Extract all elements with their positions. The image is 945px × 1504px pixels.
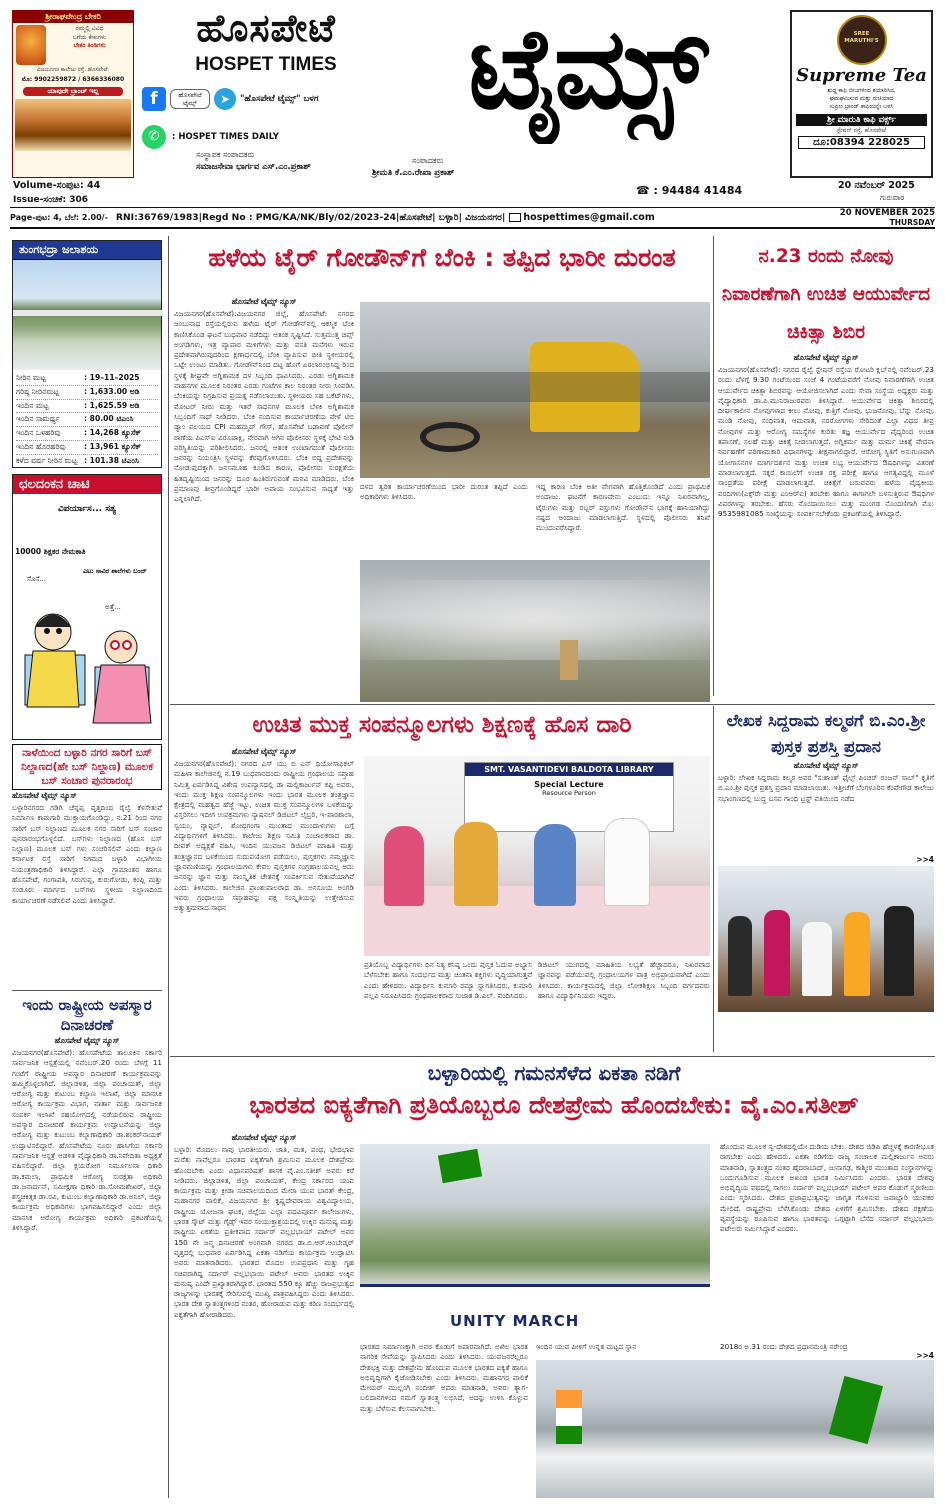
story-fire-byline: ಹೊಸಪೇಟೆ ಟೈಮ್ಸ್ ನ್ಯೂಸ್ xyxy=(231,297,297,306)
ad-tea xyxy=(790,10,933,178)
cartoon-caption: ವಿಪರ್ಯಾಸ... ಸತ್ಯ xyxy=(57,504,116,514)
dam-row xyxy=(16,455,158,468)
dam-row-value: : 1,633.00 ಅಡಿ xyxy=(84,386,140,396)
story-epilepsy-byline: ಹೊಸಪೇಟೆ ಟೈಮ್ಸ್ ನ್ಯೂಸ್ xyxy=(54,1036,120,1045)
cartoon-bubble1: 10000 ಶಿಕ್ಷಕರ ನೇಮಕಾತಿ xyxy=(15,547,86,556)
story-unity-body2: ಭಾರತದ ನಿರ್ಮಾಣಕ್ಕಾಗಿ ಅವರ ಕೊಡುಗೆ ಅಪಾರವಾಗಿದೆ. ಅಖಿಲ ಭಾರತ ನಾಗರಿಕ ಸೇವೆಯನ್ನು ಸ್ಥಾಪಿಸಿದರು ಎಂದು ತಿಳಿಸಿದರು. ಯುವಜನರೆಲ್ಲರೂ ದೇಶಭಕ್ತಿ ಮತ್ತು ದೇಶಪ್ರೇಮ ಹೊಂದುವ ಮೂಲಕ ಭಾರತದ ಐಕ್ಯತೆ ಹಾಗೂ ಅಭಿವೃದ್ಧಿಗಾಗಿ ಕೈಜೋಡಿಸಬೇಕು ಎಂದು ತಿಳಿಸಿದರು. ಮಹಾನಗರ ಪಾಲಿಕೆ ಮೇಯರ್ ಮುಲ್ಲಂಗಿ ನಂದೀಶ್ ಅವರು ಮಾತನಾಡಿ, ಅವರು ತ್ಯಾಗ-ಬಲಿದಾನಗಳಿಂದ ನಮಗೆ ಸ್ವಾತಂತ್ರ್ಯ ಲಭಿಸಿದೆ, ಅದನ್ನು ಉಳಿಸಿ ಕೊಳ್ಳುವ ಮತ್ತು ಬೆಳೆಸುವ ಕೆಲಸವಾಗಬೇಕು. xyxy=(360,1342,528,1413)
story-bus-headline: ನಾಳೆಯಿಂದ ಬಳ್ಳಾರಿ ನಗರ ಸಾರಿಗೆ ಬಸ್ ನಿಲ್ದಾಣದ(ಹೇ ಬಸ್ ನಿಲ್ದಾಣ) ಮೂಲಕ ಬಸ್ ಸಂಚಾರ ಪುನರಾರಂಭ xyxy=(12,744,162,790)
day-en: THURSDAY xyxy=(889,217,935,227)
registration: RNI:36769/1983|Regd No : PMG/KA/NK/Bly/02/2023-24|ಹೊಸಪೇಟೆ| ಬಳ್ಳಾರಿ| ವಿಜಯನಗರ| xyxy=(115,212,506,223)
story-unity xyxy=(174,1060,934,1498)
cartoon-box xyxy=(12,474,162,740)
ad-bakery-address: ವಿಜಯನಗರ ಕಾಲೇಜು ರಸ್ತೆ, ಹೊಸಪೇಟೆ. xyxy=(36,67,110,73)
story-unity-kicker: ಬಳ್ಳಾರಿಯಲ್ಲಿ ಗಮನಸೆಳೆದ ಏಕತಾ ನಡಿಗೆ xyxy=(427,1061,681,1085)
telegram-label: "ಹೊಸಪೇಟೆ ಟೈಮ್ಸ್" ಬಳಗ xyxy=(240,94,319,104)
story-award xyxy=(718,708,934,1054)
story-award-more[interactable]: >>4 xyxy=(916,855,934,864)
issue: Issue-ಸಂಚಿಕೆ: 306 xyxy=(13,195,89,205)
story-award-headline: ಲೇಖಕ ಸಿದ್ದರಾಮ ಕಲ್ಮಠಗೆ ಬಿ.ಎಂ.ಶ್ರೀ ಪುಸ್ತಕ ಪ್ರಶಸ್ತಿ ಪ್ರದಾನ xyxy=(726,711,926,756)
fire-photo-top xyxy=(360,302,710,478)
story-oer-byline: ಹೊಸಪೇಟೆ ಟೈಮ್ಸ್ ನ್ಯೂಸ್ xyxy=(231,747,297,756)
story-fire-body1: ವಿಜಯನಗರ(ಹೊಸಪೇಟೆ):ವಿಜಯನಗರ ಜಿಲ್ಲೆ, ಹೊಸಪೇಟೆ: ನಗರದ ಜಂಬುನಾಥ ರಸ್ತೆಯಲ್ಲಿರುವ ಹಳೆಯ ಟೈರ್ ಗೋಡೌನ್‌ನಲ್ಲಿ ಆಕಸ್ಮಿಕ ಬೆಂಕಿ ಕಾಣಿಸಿಕೊಂಡ ಘಟನೆ ಬುಧವಾರ ನಡೆದಿದ್ದು ಆತಂಕ ಸೃಷ್ಟಿಸಿದೆ. ಸುತ್ತಮುತ್ತ ಚಿಪ್ಸ್ ಅಂಗಡಿಗಳು, ಇತ್ರ ವ್ಯಾಪಾರ ಮಳಿಗೆಗಳು ಮತ್ತು ವಸತಿ ಮನೆಗಳು ಇರುವ ಪ್ರದೇಶವಾಗಿರುವುದರಿಂದ ಕ್ಷಣಾರ್ಧದಲ್ಲಿ ಬೆಂಕಿ ವ್ಯಾಪಿಸುವ ಭೀತಿ ಸ್ಥಳೀಯರಲ್ಲಿ ಒಟ್ಟೇ ಉಂಟು ಮಾಡಿತು. ಗೋಡೌನ್‌ನಿಂದ ದಟ್ಟ ಹೊಗೆ ಏರಲಾರಂಭಿಸಿದ್ದ ರಿಂದ ಸ್ಥಳಕ್ಕೆ ಶೀಘ್ರವೇ ಅಗ್ನಿಶಾಮಕ ದಳ ಸಿಬ್ಬಂದಿ ಧಾವಿಸಿದರು. ಎರಡು ಅಗ್ನಿಶಾಮಕ ವಾಹನಗಳ ಮೂಲಕ ನಿರಂತರ ಎರಡು ಗಂಟೆಗಳ ಕಾಲ ನಿರಂತರ ನೀರು ಸಿಂಪಡಿಸಿ ಬೆಂಕಿಯನ್ನು ನಿಗ್ರಹಿಸುವ ಪ್ರಯತ್ನ ನಡೆಸಲಾಯಿತು. ಸ್ಥಳೀಯರು ಸಹ ಬಕೆಟ್‌ಗಳು, ಮೋಟರ್ ನೀರು ಮತ್ತು ಇತರೆ ಸಾಧನಗಳ ಮೂಲಕ ಬೆಳಕಿ ಅಗ್ನಿಶಾಮಕ ಸಿಬ್ಬಂದಿಗೆ ಸಾಥ್ ನೀಡಿದರು. ಬೆಂಕಿ ನಂದಿಸುವ ಕಾರ್ಯಾಚರಣೆಯ ವೇಳೆ ಟಿಬಿ ಡ್ಯಾಂ ವಲಯದ CPI ಮಹಮ್ಮದ್ ಗೌಸ್, ಹೊಸಪೇಟೆ ಬಡಾವಣೆ ಪೊಲೀಸ್ ಠಾಣೆಯ ಪಿಎಸ್‌ಐ ವಿರೂಪಾಕ್ಷಿ, ನೇರವಾಗಿ ಆಗಿನ ಪೊಲೀಸರು ಸ್ಥಳಕ್ಕೆ ಭೇಟಿ ನೀಡಿ ಪರಿಸ್ಥಿತಿಯನ್ನು ಪರಿಶೀಲಿಸಿದರು. ಜನರಲ್ಲಿ ಆತಂಕ ಉಂಟಾಗದಂತೆ ಪೊಲೀಸರು ಜನರನ್ನು ನಿಯಂತ್ರಿಸಿ ಸ್ಥಳವನ್ನು ಕೆರವುಗೊಳಿಸಿದರು. ಬೆಂಕಿ ಬಿದ್ದ ಪ್ರದೇಶವನ್ನು ನೋಡುವುದಕ್ಕಾಗಿ ಜನಸಮೂಹ ಕೂಡಿದ ಕಾರಣ, ಪೊಲೀಸರು ಸುರಕ್ಷತೆಯ ಹಿತದೃಷ್ಟಿಯಿಂದ ಜನರನ್ನು ದೂರ ಹಿಂತಿರುಗುವಂತೆ ಮನವಿ ಮಾಡಿದರು. ಬೆಂಕಿ ಪ್ರಮಾಣವು ತೀವ್ರಗೊಂಡಿದ್ದರೆ ಭಾರೀ ಅಪಾಯ ಸಂಭವಿಸುವ ಸಾಧ್ಯತೆ ಇತ್ತು ಎನ್ನಲಾಗಿದೆ. xyxy=(174,309,354,504)
logo-small: ಹೊಸಪೇಟೆ xyxy=(196,5,336,50)
tea-line2: ಘಮಘಮಿಸುವ ಮತ್ತು ರುಚಿಯಾದ xyxy=(829,96,894,102)
story-fire xyxy=(174,238,710,702)
story-unity-col1 xyxy=(174,1132,354,1498)
story-unity-headline: ಭಾರತದ ಐಕ್ಯತೆಗಾಗಿ ಪ್ರತಿಯೊಬ್ಬರೂ ದೇಶಪ್ರೇಮ ಹೊಂದಬೇಕು: ವೈ.ಎಂ.ಸತೀಶ್ xyxy=(249,1091,859,1119)
story-unity-body1: ಬಳ್ಳಾರಿ: ಮೊದಲು ನಾವು ಭಾರತೀಯರು. ಜಾತಿ, ಮತ, ಪಂಥ, ಭೇದಭಾವ ಮರೆತು ನಾವೆಲ್ಲರೂ ಭಾರತದ ಐಕ್ಯತೆಗಾಗಿ ಶ್ರಮಿಸುವ ಮೂಲಕ ದೇಶಪ್ರೇಮ ಹೊಂದಬೇಕು ಎಂದು ವಿಧಾನಪರಿಷತ್ ಶಾಸಕ ವೈ.ಎಂ.ಸತೀಶ್ ಅವರು ಕರೆ ನೀಡಿದರು. ಜಿಲ್ಲಾಡಳಿತ, ಜಿಲ್ಲಾ ಪಂಚಾಯತ್, ಕೇಂದ್ರ ಸರ್ಕಾರದ ಯುವ ಕಾರ್ಯಕ್ರಮ ಮತ್ತು ಕ್ರೀಡಾ ಸಚಿವಾಲಯದಿಂದ ಮೇರಾ ಯುವ ಭಾರತ್ ಕೇಂದ್ರ, ಮಹಾನಗರ ಪಾಲಿಕೆ, ವಿಜಯನಗರ ಶ್ರೀ ಕೃಷ್ಣದೇವರಾಯ ವಿಶ್ವವಿದ್ಯಾಲಯ, ರಾಷ್ಟ್ರೀಯ ಯೋಜನಾ ಘಟಕ, ಜಿಲ್ಲೆಯ ಎಲ್ಲಾ ಪದವಿಪೂರ್ವ ಕಾಲೇಜುಗಳು, ಭಾರತ ಸ್ಕೌಟ್ ಮತ್ತು ಗೈಡ್ಸ್ ಇವರ ಸಂಯುಕ್ತಾಶ್ರಯದಲ್ಲಿ ಉಕ್ಕಿನ ಮನುಷ್ಯ ಮತ್ತು ರಾಷ್ಟ್ರೀಯ ಏಕತೆಯ ಪ್ರತೀಕವಾದ ಸರ್ದಾರ್ ವಲ್ಲಭಭಾಯ್ ಪಟೇಲ್ ಅವರ 150 ನೇ ಜನ್ಮ ದಿನಾಚರಣೆ ಅಂಗವಾಗಿ ನಗರದ ಡಾ.ಬಿ.ಆರ್.ಅಂಬೇಡ್ಕರ್ ವೃತ್ತದಲ್ಲಿ ಬುಧವಾರ ಏರ್ಪಡಿಸಿದ್ದ ಏಕತಾ ನಡಿಗೆಯ ಕಾರ್ಯಕ್ರಮ ಉದ್ಘಾಟಿಸಿ ಅವರು ಮಾತನಾಡಿದರು. ಭಾರತದ ಮೊದಲ ಉಪಪ್ರಧಾನಿ ಮತ್ತು ಗೃಹ ಸಚಿವರಾಗಿದ್ದ ಸರ್ದಾರ್ ವಲ್ಲಭಭಾಯಿ ಪಟೇಲ್ ಅವರು ಭಾರತದ ಉಕ್ಕಿನ ಮನುಷ್ಯ ಎಂದೇ ಪ್ರಖ್ಯಾತರಾಗಿದ್ದಾರೆ. ಭಾರತದ 550 ಕ್ಕೂ ಹೆಚ್ಚು ರಾಜಪ್ರಭುತ್ವದ ರಾಜ್ಯಗಳನ್ನು ಭಾರತಕ್ಕೆ ಸೇರಿಸುವಲ್ಲಿ ಮುಖ್ಯ ಪಾತ್ರವಹಿಸಿದ್ದರು ಎಂದು ತಿಳಿಸಿದರು. ಭಾರತ ದೇಶ ಸ್ವಾತಂತ್ರ್ಯಗಳಿಂದ ನಂತರ, ಹೋರಾಡುವ ಮತ್ತು ಕಠಿಣ ಸಂದರ್ಭದಲ್ಲಿ ಐಕ್ಯತೆಗಾಗಿ ಹೋರಾಡಿದರು. xyxy=(174,1145,354,1319)
cartoon-drawing xyxy=(13,587,161,737)
dam-row-label: ಇಂದಿನ ಸಾಮರ್ಥ್ಯ xyxy=(16,414,60,424)
cartoon-title-text: ಛಲದಂಕನ ಚಾಟಿ xyxy=(19,477,90,492)
dam-title xyxy=(13,241,161,260)
cartoon-title xyxy=(13,475,161,494)
dam-row-label: ಇಂದಿನ ಒಳಹರಿವು xyxy=(16,428,61,438)
story-oer-body1: ವಿಜಯನಗರ(ಹೊಸಪೇಟೆ): ನಗರದ ಎಸ್ ಯು ಬಿ ಎನ್ ಥಿಯೋಸಾಫಿಕಲ್ ಮಹಿಳಾ ಕಾಲೇಜಿನಲ್ಲಿ ನ.19 ಬುಧವಾರದಂದು ರಾಷ್ಟ್ರೀಯ ಗ್ರಂಥಾಲಯ ಸಪ್ತಾಹ ನಿಮಿತ್ತ ಏರ್ಪಡಿಸಿದ್ದ ವಿಶೇಷ ಉಪನ್ಯಾಸದಲ್ಲಿ ಡಾ ಮಲ್ಲಿಕಾರ್ಜುನ್ ಕಪ್ಪಿ ಅವರು, ಇಂದು ಮುಕ್ತ ಶಿಕ್ಷಣ ಸಂಪನ್ಮೂಲಗಳು ಇಂದು ಭಾರತ ಮೂಲಕ ತಂತ್ರಜ್ಞಾನ ಕ್ಷೇತ್ರದಲ್ಲಿ ಮಹತ್ವದ ಹೆಜ್ಜೆ ಇಟ್ಟು, ಉಚಿತ ಮುಕ್ತ ಸಂಪನ್ಮೂಲಗಳ ಬಳಕೆಯನ್ನು ವಿಸ್ತರಿಸಲು ಇದೀಗ ಉಪಕ್ರಮಗಳು ನ್ಯಾಷನಲ್ ಡಿಜಿಟಲ್ ಲೈಬ್ರರಿ, ಇ-ಪಾಠಶಾಲಾ, ಸ್ವಯಂ, ನ್ಯಾಪ್ಟಲ್, ಶೋಧಗಂಗಾ ಮುಂತಾದ ಮುಂದಾಳುಗಳು ಬಗ್ಗೆ ವಿದ್ಯಾರ್ಥಿಗಳಿಗೆ ತಿಳಿಸಿದರು. ಕಾಲೇಜು ಶಿಕ್ಷಣ ಸಮಿತಿ ಸಂಚಾಲಕರಾದ ಡಾ. ದೀಪಕ್ ಅಧ್ಯಕ್ಷತೆ ವಹಿಸಿ, ಇಂದಿನ ಯುವಜನ ಡಿಜಿಟಲ್ ಮಾಹಿತಿ ಮತ್ತು ತಂತ್ರಜ್ಞಾನದ ಬಳಕೆಯಿಂದ ಸುದುಪಯೋಗ ಪಡೆಯಲು, ಪುಸ್ತಕಗಳು ನಮ್ಮಜ್ಞಾನ ಜ್ಞಾನಮಣಿಯನ್ನು ಗ್ರಂಥಾಲಯಗಳು ಕೇವಲ ಪುಸ್ತಕಗಳ ಸಂಗ್ರಹಾಲಯವಲ್ಲ ಅದು ಜನರನ್ನು ಜ್ಞಾನ ಮತ್ತು ಸಾಂಸ್ಕೃತಿಕ ಚೇತನಕ್ಕೆ ಸಂಪರ್ಕಿಸುವ ಸೇತುವೆಯಾಗಿವೆ ಎಂದು ತಿಳಿಸಿದರು. ಕಾಲೇಜಿನ ಪ್ರಾಂಶುಪಾಲರಾದ ಡಾ. ಅನಸೂಯ ಅಂಗಡಿ ಇವರು ಗ್ರಂಥಾಲಯ ಸಪ್ತಾಹವನ್ನು ಪಕ್ಷ ಸಂಸ್ಕೃತಿಯನ್ನು ಉತ್ತೇಜಿಸುವ ಅತ್ಯುತ್ತಮವಾದ ಸಾಧನ xyxy=(174,759,354,913)
whatsapp-icon[interactable]: ✆ xyxy=(142,125,166,149)
reg-bar xyxy=(10,207,935,229)
cartoon-bubble2: ಎಟು ಸಾವಿರ ಶಾಲೆಗಳು ಬಂದ್ xyxy=(83,567,147,575)
date-en: 20 NOVEMBER 2025 xyxy=(839,207,935,218)
dam-row-label: ಗರಿಷ್ಠ ನೀರಿನಮಟ್ಟ xyxy=(16,386,60,396)
cartoon-bubble4: ಅತ್ತೆ... xyxy=(105,603,121,611)
col-right-rule2 xyxy=(713,706,714,1052)
dam-rows xyxy=(13,370,161,470)
dam-row xyxy=(16,441,158,455)
dam-row xyxy=(16,427,158,441)
story-bus-body: ಬಳ್ಳಾರಿನಗರದ ಗಡಿಗಿ ಚೆನ್ನಪ್ಪ ವೃತ್ತದಿಂದ ರೈಲ್ವೆ ಕೆಳಸೇತುವೆ ನಿರ್ಮಾಣ ಕಾಮಗಾರಿ ಮುಕ್ತಾಯಗೊಂಡಿದ್ದು, ನ.21 ರಿಂದ ನಗರ ಸಾರಿಗೆ ಬಸ್ ನಿಲ್ದಾಣದ ಮೂಲಕ ನಗರ ಸಾರಿಗೆ ಬಸ್ ಸಂಚಾರ ಪುನರಾರಂಭಗೊಳ್ಳಲಿದೆ. ಬಸ್‌ಗಳು ನಿಲ್ದಾಣದ (ಹೊಸ ಬಸ್ ನಿಲ್ದಾಣ) ಮೂಲಕ ಬಸ್ ಗಳು ಸಂಚರಿಸಲಿವೆ ಎಂದು ಕಲ್ಯಾಣ ಕರ್ನಾಟಕ ರಸ್ತೆ ಸಾರಿಗೆ ನಿಗಮದ ಬಳ್ಳಾರಿ ವಿಭಾಗೀಯ ನಿಯಂತ್ರಣಾಧಿಕಾರಿ ತಿಳಿಸಿದ್ದಾರೆ. ಎಲ್ಲಾ ಗ್ರಾಮಾಂತರ ಹಾಗೂ ಹೊಸಪೇಟೆ, ಗಂಗಾವತಿ, ಸಿರುಗುಪ್ಪ, ಕುರುಗೋಡು, ಕಂಪ್ಲಿ ಮತ್ತು ಸಂಡೂರು ಮಾರ್ಗದ ಬಸ್‌ಗಳು ಸ್ಥಳೀಯ ನಿಲ್ದಾಣದಿಂದ ಕಾರ್ಯಾಚರಣೆ ನಡೆಸಲಿವೆ ಎಂದು ತಿಳಿಸಿದ್ದಾರೆ. xyxy=(12,803,162,905)
ad-bakery-sub3: ಬೇಕರಿ ತಿಂಡಿಗಳು xyxy=(73,42,106,49)
story-fire-body3: ಇದ್ದ ಕಾರಣ ಬೆಂಕಿ ಅತೀ ವೇಗವಾಗಿ ಹೊತ್ತಿಕೊಂಡಿದೆ ಎಂದು ಪ್ರಾಥಮಿಕ ಅಂದಾಜು. ಘಟನೆಗೆ ಕಾರಣವೇನು ಎಂಬುದು ಇನ್ನೂ ನಿಖರವಾಗಿಲ್ಲ, ಟೈರುಗಳು ಮತ್ತು ರಬ್ಬರ್ ವಸ್ತುಗಳು ಗೋಡೌನ್‌ನ ಭಾಗಕ್ಕೆ ಹಾನಿಯಾಗಿದ್ದು ನಷ್ಟದ ಅಂದಾಜು ಮಾಡಲಾಗುತ್ತಿದೆ. ಸ್ಥಳದಲ್ಲಿ ಪೊಲೀಸರು ತನಿಖೆ ಮುಂದುವರೆಸಿದ್ದಾರೆ. xyxy=(536,482,710,533)
story-ayurveda-body: ವಿಜಯನಗರ(ಹೊಸಪೇಟೆ): ನಗರದ ರೈಲ್ವೆ ಸ್ಟೇಷನ್ ರಸ್ತೆಯ ರೋಟರಿ ಕ್ಲಬ್‌ನಲ್ಲಿ ನವೆಂಬರ್.23 ರಂದು ಬೆಳಗ್ಗೆ 9.30 ಗಂಟೆಯಿಂದ ಸಂಜೆ 4 ಗಂಟೆಯವರೆಗೆ ನೋವು ನಿವಾರಣೆಗಾಗಿ ಉಚಿತ ಆಯುರ್ವೇದ ಚಿಕಿತ್ಸಾ ಶಿಬಿರವನ್ನು ಆಯೋಜಿಸಲಾಗಿದೆ ಎಂದು ಸೇವಾ ಸಂಸ್ಥೆಯ ಅಧ್ಯಕ್ಷರು ಮತ್ತು ವೈದ್ಯಾಧಿಕಾರಿ ಡಾ.ಪಿ.ಮುನಿರಾಜುರವರು ತಿಳಿಸಿದ್ದಾರೆ. ಆಯುರ್ವೇದ ಚಿಕಿತ್ಸಾ ಶಿಬಿರದಲ್ಲಿ ದೀರ್ಘಕಾಲೀನ ನೋವುಗಳಾದ ಕೀಲು ನೋವು, ಕುತ್ತಿಗೆ ನೋವು, ಭುಜನೋವು, ಬೆನ್ನು ನೋವು, ಮಂಡಿ ನೋವು, ಸಂಧಿವಾತ, ಆಮವಾತ, ನರರೋಗಗಳು ಸೇರಿದಂತೆ ಎಲ್ಲಾ ವಿಧದ ತೀವ್ರ ನೋವುಗಳ ಮತ್ತು ಆರೋಗ್ಯ ಸಮಸ್ಯೆಗಳ ಕುರಿತು ತಜ್ಞ ಆಯುರ್ವೇದ ವೈದ್ಯರಿಂದ ಉಚಿತ ತಪಾಸಣೆ, ಸಲಹೆ ಮತ್ತು ಚಿಕಿತ್ಸೆ ನೀಡಲಾಗುತ್ತದೆ. ಅಗ್ನಿಕರ್ಮ ಮತ್ತು ಮರ್ಮ ಚಿಕಿತ್ಸೆ ವೇದನಾ ನಿರ್ವಹಣೆಗೆ ಪರಿಣಾಮಕಾರಿ ವಿಧಾನಗಳನ್ನು ತೀಕ್ಷವಾಗಲಿದ್ದಾರೆ. ಆರೋಗ್ಯ ಸ್ಥಿತಿಗೆ ಅನುಗುಣವಾಗಿ ಯೋಗಾಸನಗಳ ಮಾರ್ಗದರ್ಶನ ಮತ್ತು ಉಚಿತ ಲಭ್ಯ ಆಯುರ್ವೇದ ಔಷಧಿಗಳನ್ನು ವಿತರಣೆ ಮಾಡಲಾಗುತ್ತದೆ. ಸಕ್ಕರೆ ಕಾಯಿಲೆಗೆ ಉಚಿತ ರಕ್ತ ಪರೀಕ್ಷೆ ಹಾಗೂ ಆಗತ್ಯವಿದ್ದಲ್ಲಿ ಮೂಳೆ ಸಾಂದ್ರತೆಯ ಪರೀಕ್ಷೆ ಮಾಡಲಾಗುತ್ತದೆ. ಚಿಕಿತ್ಸೆಗೆ ಬರುವವರು ಹಳೆಯ ವೈದ್ಯಕೀಯ ವರದಿಗಳು(ಎಕ್ಸ್‌ರೇ ಮತ್ತು ಎಂಆರ್‌ಐ) ತರಬೇಕು ಹಾಗೂ ಈಗಾಗಲೇ ಬಳಸುತ್ತಿರುವ ಔಷಧಿಗಳ ವಿವರಗಳನ್ನು ತರಬೇಕು. ಹೆಸರು ನೊಂದಾಯಿಸಲು ಮತ್ತು ಮುಂಗಡ ನೊಂದಣಿಗಾಗಿ ಮೊ: 9535981085 ಸಂಖ್ಯೆಯನ್ನು ಸಂಪರ್ಕಿಸಬೇಕೆಂದು ಪ್ರಕಟಣೆಯಲ್ಲಿ ತಿಳಿಸಿದ್ದಾರೆ. xyxy=(718,365,934,519)
col-left-rule xyxy=(168,236,169,1498)
story-fire-col1 xyxy=(174,296,354,702)
date-kn: 20 ನವೆಂಬರ್ 2025 xyxy=(838,180,915,191)
ad-bakery xyxy=(12,10,134,178)
story-unity-body3: ಇಂದಿನ ಯುವ ಪೀಳಿಗೆ ಉನ್ನತ ಮಟ್ಟದ ಸ್ಥಾನ xyxy=(536,1342,637,1351)
dam-row-value: : 19–11–2025 xyxy=(84,373,140,382)
story-epilepsy-body: ವಿಜಯನಗರ(ಹೊಸಪೇಟೆ): ಹೊಸಪೇಟೆಯ ತಾಲೂಕಿನ ಸರ್ಕಾರಿ ಸಾರ್ವಜನಿಕ ಆಸ್ಪತ್ರೆಯಲ್ಲಿ ನವೆಂಬರ್.20 ರಂದು ಬೆಳಗ್ಗೆ 11 ಗಂಟೆಗೆ ರಾಷ್ಟ್ರೀಯ ಅಪಸ್ಮಾರ ದಿನಾಚರಣೆ ಕಾರ್ಯಕ್ರಮವನ್ನು ಹಮ್ಮಿಕೊಳ್ಳಲಾಗಿದೆ. ಜಿಲ್ಲಾಡಳಿತ, ಜಿಲ್ಲಾ ಪಂಚಾಯತ್, ಜಿಲ್ಲಾ ಆರೋಗ್ಯ ಮತ್ತು ಕುಟುಂಬ ಕಲ್ಯಾಣ ಇಲಾಖೆ, ಜಿಲ್ಲಾ ಮಾನಸಿಕ ಆರೋಗ್ಯ ಕಾರ್ಯಕ್ರಮ ವಿಭಾಗ, ವಾರ್ತಾ ಮತ್ತು ಸಾರ್ವಜನಿಕ ಸಂಪರ್ಕ ಇಲಾಖೆ ಸಹಯೋಗದಲ್ಲಿ ನಡೆಯಲಿರುವ ರಾಷ್ಟ್ರೀಯ ಅಪಸ್ಮಾರ ದಿನಾಚರಣೆ ಕಾರ್ಯಕ್ರಮ ಉದ್ಘಾಟನೆಯನ್ನು ಜಿಲ್ಲಾ ಆರೋಗ್ಯ ಮತ್ತು ಕುಟುಂಬ ಕಲ್ಯಾಣಾಧಿಕಾರಿ ಡಾ.ಶಂಕರ್‌ನಾಯಕ್ ಉದ್ಘಾಟಿಸಲಿದ್ದಾರೆ. ಹೊಸಪೇಟೆಯ ನೂರು ಹಾಸಿಗೆಯ ಸರ್ಕಾರಿ ಸಾರ್ವಜನಿಕ ಆಸ್ಪತ್ರೆ ಆಡಳಿತ ವೈದ್ಯಾಧಿಕಾರಿ ಡಾ.ನಿವೇದಿತಾ ಅಧ್ಯಕ್ಷತೆ ವಹಿಸಲಿದ್ದಾರೆ. ಜಿಲ್ಲಾ ಕ್ಷಯರೋಗ ನಿರ್ಮೂಲನಾ ಧಿಕಾರಿ ಡಾ.ಕಮಲಾ, ಪ್ರಾಥಮಿಕ ಆರೋಗ್ಯ ಸುರಕ್ಷತಾ ಅಧಿಕಾರಿ ಡಾ.ಜನಾರ್ದನ್, ಸಮೀಕ್ಷಣಾ ಧಿಕಾರಿ ಡಾ.ಸೋಮಶೇಖರ್, ಜಿಲ್ಲಾ ಶಸ್ತ್ರಚಿಕಿತ್ಸಕ ಡಾ.ರವಿ, ಕುಟುಂಬ ಕಲ್ಯಾಣಾಧಿಕಾರಿ ಡಾ.ಅನಿಲ್, ಜಿಲ್ಲಾ ಕಾರ್ಯಕ್ರಮ ಅಧಿಕಾರಿಗಳು ಭಾಗವಹಿಸಲಿದ್ದಾರೆ ಎಂದು ಜಿಲ್ಲಾ ಮಾನಸಿಕ ಆರೋಗ್ಯ ಕಾರ್ಯಕ್ರಮ ಅಧಿಕಾರಿ ಪ್ರಕಟಣೆಯಲ್ಲಿ ತಿಳಿಸಿದ್ದಾರೆ. xyxy=(12,1048,162,1233)
dam-row-label: ಕಳೆದ ವರ್ಷ ನೀರಿನ ಮಟ್ಟ xyxy=(16,455,78,465)
volume: Volume-ಸಂಪುಟ: 44 xyxy=(13,180,101,191)
story-ayurveda-byline: ಹೊಸಪೇಟೆ ಟೈಮ್ಸ್ ನ್ಯೂಸ್ xyxy=(793,353,859,362)
ad-bakery-sub2: ಬಗೆಯ ಕೇಕುಗಳು xyxy=(72,33,107,41)
dam-row-label: ಇಂದಿನ ಮಟ್ಟ xyxy=(16,400,49,410)
tea-shop: ಶ್ರೀ ಮಾರುತಿ ಕಾಫಿ ವರ್ಕ್ಸ್ xyxy=(796,114,927,126)
dam-photo xyxy=(13,260,161,370)
phone-number: ☎ : 94484 41484 xyxy=(636,184,743,197)
dam-row xyxy=(16,413,158,427)
logo-big: ಟೈಮ್ಸ್ xyxy=(468,3,704,134)
dam-box xyxy=(12,240,162,468)
pages: Page-ಪುಟ: 4, ಬೆಲೆ: 2.00/- xyxy=(10,212,108,222)
tea-line3: ಸುಪ್ರೀಂ ಬ್ರಾಂಡ್ ಕಾಫಿಯನ್ನೇ ಬಳಸಿ xyxy=(829,104,894,110)
tea-phone: ದೂ:08394 228025 xyxy=(798,136,925,149)
library-banner-sub2: Resource Person xyxy=(542,789,596,797)
story-bus xyxy=(12,744,162,984)
dam-title-text: ತುಂಗಭದ್ರಾ ಜಲಾಶಯ xyxy=(19,243,99,256)
whatsapp-label: : HOSPET TIMES DAILY xyxy=(172,132,279,142)
dam-row-label: ನೀರಿನ ಮಟ್ಟ xyxy=(16,373,46,382)
editor-role: ಸಂಪಾದಕರು xyxy=(412,156,444,165)
story-epilepsy-headline: ಇಂದು ರಾಷ್ಟ್ರೀಯ ಅಪಸ್ಮಾರ ದಿನಾಚರಣೆ xyxy=(22,996,152,1034)
whatsapp-row xyxy=(142,124,382,150)
dam-row-value: : 14,268 ಕ್ಯೂಸೆಕ್ xyxy=(84,428,142,438)
rule-mid xyxy=(170,704,935,705)
story-fire-headline: ಹಳೆಯ ಟೈರ್ ಗೋಡೌನ್‌ಗೆ ಬೆಂಕಿ : ತಪ್ಪಿದ ಭಾರೀ ದುರಂತ xyxy=(208,243,676,272)
tea-line1: ಶುದ್ಧ ಕಾಫಿ ಬೀಜಗಳಿಂದ ತಯಾರಿಸಿದ, xyxy=(827,88,896,94)
library-banner-sub1: Special Lecture xyxy=(534,780,604,789)
day-kn: ಗುರುವಾರ xyxy=(880,193,905,202)
ad-bakery-sub1: ನಮ್ಮಲ್ಲಿ ವಿವಿಧ xyxy=(75,25,104,32)
story-ayurveda xyxy=(718,238,934,702)
telegram-icon[interactable]: ➤ xyxy=(214,88,236,110)
ganesha-icon xyxy=(16,25,46,65)
story-oer xyxy=(174,708,710,1054)
founder-role: ಸಂಸ್ಥಾಪಕ ಸಂಪಾದಕರು xyxy=(196,150,255,159)
tea-logo-icon xyxy=(837,15,887,65)
facebook-icon[interactable]: f xyxy=(142,87,166,111)
story-oer-col1 xyxy=(174,746,354,1052)
tea-brand-top: SREE MARUTHI'S xyxy=(844,31,879,44)
dam-row-value: : 80.00 ಟಿಎಂಸಿ xyxy=(84,414,134,424)
story-fire-body2: ದಳದ ತ್ವರಿತ ಕಾರ್ಯಾಚರಣೆಯಿಂದ ಭಾರೀ ದುರಂತ ತಪ್ಪಿದೆ ಎಂದು ಅಧಿಕಾರಿಗಳು ತಿಳಿಸಿದರು. xyxy=(360,482,528,502)
story-oer-body2: ಪ್ರತಿಯೊಬ್ಬ ವಿದ್ಯಾರ್ಥಿಗಳು ದಿನ ನಿತ್ಯ ಕನಿಷ್ಠ ಒಂದು ಪುಸ್ತಕ ಓದುವ ಅಭ್ಯಾಸ ಬೆಳೆಸಬೇಕು ಹಾಗೂ ಸಂದರ್ಭದ ಮತ್ತು ಚಿಂತನಾ ಶಕ್ತಿಗಳು ವೃದ್ಧಿಯಾಗುತ್ತವೆ ಎಂದು ಹೇಳಿದರು. ವಿದ್ಯಾರ್ಥಿನಿ ಕುಮಾರಿ ರಮ್ಯಾ ಸ್ವಾಗತಿಸಿದರು, ಕುಮಾರಿ ಪಲ್ಲವಿ ನಿರೂಪಿಸಿದರು ಗ್ರಂಥಪಾಲಕರಾದ ಸುಜಾತ ಡಿ.ಎಲ್. ವಂದಿಸಿದರು. xyxy=(364,960,532,1000)
story-award-body: ಬಳ್ಳಾರಿ: ಲೇಖಕ ಸಿದ್ದರಾಮ ಕಲ್ಮಠ ಅವರ "ಸುಶಾಂತ್ ಫೈಲ್ಸ್ ಪಿಂಚರ್ ರಂಜನ್ ಸಾಬ್" ಕೃತಿಗೆ ಬಿ.ಎಂ.ಶ್ರೀ ಪುಸ್ತಕ ಪ್ರಶಸ್ತಿ ಪ್ರದಾನ ಮಾಡಲಾಯಿತು. ಇತ್ತೀಚೆಗೆ ಬೆಂಗಳೂರಿನ ಕೆಂಪೇಗೌಡ ಕಾಲೇಜು ಸಭಾಂಗಣದಲ್ಲಿ ಬುದ್ಧ ಬಸವ ಗಾಂಧಿ ಟ್ರಸ್ಟ್ ವತಿಯಿಂದ ನಡೆದ xyxy=(718,773,934,803)
story-oer-headline: ಉಚಿತ ಮುಕ್ತ ಸಂಪನ್ಮೂಲಗಳು ಶಿಕ್ಷಣಕ್ಕೆ ಹೊಸ ದಾರಿ xyxy=(252,712,632,738)
ad-bakery-phone: ಮೊ: 9902259872 / 6366336080 xyxy=(21,76,125,83)
story-award-byline: ಹೊಸಪೇಟೆ ಟೈಮ್ಸ್ ನ್ಯೂಸ್ xyxy=(793,761,859,770)
editor-name: ಶ್ರೀಮತಿ ಕೆ.ಎಂ.ರೇಖಾ ಪ್ರಕಾಶ್ xyxy=(372,168,455,178)
story-oer-body3: ಡಿಜಿಟಲ್ ಯುಗದಲ್ಲಿ ಮಾಹಿತಿಯ ಲಭ್ಯತೆ ಹೆಚ್ಚಾದರೂ, ನಿಖರವಾದ ಜ್ಞಾನವನ್ನು ಪಡೆಯುವಲ್ಲಿ ಗ್ರಂಥಾಲಯಗಳ ಪಾತ್ರ ಅಭಿಪ್ರಾಯವಾಗಿದೆ ಎಂದು ತಿಳಿಸಿದರು. ಕಾರ್ಯಕ್ರಮದಲ್ಲಿ ಜಿಲ್ಲಾ ಲೋಕಶಿಕ್ಷಣ ಸಿಬ್ಬಂದಿ ವರ್ಗದವರು ಹಾಗೂ ವಿದ್ಯಾರ್ಥಿನಿಯರು ಇದ್ದರು. xyxy=(538,960,710,1000)
unity-banner: UNITY MARCH xyxy=(450,1312,580,1330)
fire-photo-bottom xyxy=(360,560,710,702)
dam-row-value: : 101.38 ಟಿಎಂಸಿ xyxy=(84,455,139,465)
award-photo xyxy=(718,866,934,1012)
tea-address: ಸ್ಟೇಷನ್ ರಸ್ತೆ, ಹೊಸಪೇಟೆ xyxy=(836,127,887,134)
dam-row xyxy=(16,400,158,414)
dam-row-value: : 13,961 ಕ್ಯೂಸೆಕ್ xyxy=(84,441,142,451)
mail-icon xyxy=(509,213,521,222)
rule-low xyxy=(170,1056,935,1057)
facebook-label: ಹೊಸಪೇಟೆ ಟೈಮ್ಸ್ xyxy=(170,89,210,109)
story-unity-body5: 2018ರ ಅ.31 ರಂದು ದೇಶದ ಪ್ರಧಾನಮಂತ್ರಿ ನರೇಂದ್ರ xyxy=(720,1342,848,1351)
dam-row xyxy=(16,372,158,386)
tea-brand: Supreme Tea xyxy=(796,65,927,86)
col-right-rule xyxy=(713,236,714,696)
story-unity-body4: ಹೊಂದುವ ಮೂಲಕ ಸ್ವ-ದೇಶದಲ್ಲಿಯೇ ದುಡಿಯ ಬೇಕು. ದೇಶದ ಜಿಡಿಪಿ ಹೆಚ್ಚಳಕ್ಕೆ ಕಾರಣೀಭೂತ ರಾಗಬೇಕು ಎಂದು ಹೇಳಿದರು. ಏಕತಾ ನಡಿಗೆಯ ರಾಜ್ಯ ಸಂಚಾಲಕ ಮಲ್ಲಿಕಾರ್ಜುನ ಅವರು ಮಾತನಾಡಿ, ಸ್ವಾತಂತ್ರ್ಯದ ನಂತರ ಹೈದರಾಬಾದ್, ಜುನಾಗಢ, ಕಾಶ್ಮೀರ ಮುಂತಾದ ಸಂಸ್ಥಾನಗಳನ್ನು ಒಂದುಗೂಡಿಸುವ ಮೂಲಕ ಅಖಂಡ ಭಾರತ ನಿರ್ಮಿಸಿದರು ಎಂದರು. ಭಾರತ ದೇಶವು ಅಭಿವೃದ್ಧಿಯ ಪಥದಲ್ಲಿ ಸಾಗಲು ಸರ್ದಾರ್ ವಲ್ಲಭಭಾಯ್ ಪಟೇಲ್ ಅವರ ಕೊಡುಗೆ ಸ್ಮರಣೀಯ ಎಂದು ಸ್ಮರಿಸಿದರು. ದೇಶದ ಪ್ರಜಾಪ್ರಭುತ್ವವನ್ನು ಜಾಗೃತ ಗೊಳಿಸುವ ಜವಾಬ್ದಾರಿ ಯುವಕರ ಮೇಲಿದೆ. ರಾಷ್ಟ್ರಪ್ರೇಮ ಬೆಳೆಸಿಕೊಂಡು ದೇಶದ ಏಳಿಗೆಗೆ ಶ್ರಮಿಸಬೇಕು. ದೇಶದ ರಕ್ಷಣೆಯ ವ್ಯವಸ್ಥೆಯನ್ನು ರೂಪಿಸುವ ಹಾಗೂ ಭಾರತವನ್ನು ಒಗ್ಗಟ್ಟಾಗಿ ಬೆಸೆದ ಸರ್ದಾರ್ ವಲ್ಲಭಭಾಯಿ ಪಟೇಲರು ನಿರ್ಮಿಸಿದ್ದಾರೆ ಎಂದರು. xyxy=(720,1142,934,1234)
ad-bakery-title: ಶ್ರೀರಾಘವೇಂದ್ರ ಬೇಕರಿ xyxy=(13,11,133,23)
story-unity-byline: ಹೊಸಪೇಟೆ ಟೈಮ್ಸ್ ನ್ಯೂಸ್ xyxy=(231,1133,297,1142)
story-ayurveda-headline: ನ.23 ರಂದು ನೋವು ನಿವಾರಣೆಗಾಗಿ ಉಚಿತ ಆಯುರ್ವೇದ ಚಿಕಿತ್ಸಾ ಶಿಬಿರ xyxy=(721,246,931,343)
story-epilepsy xyxy=(12,990,162,1498)
cartoon-bubble3: ಸೊಸೆ... xyxy=(27,575,47,583)
email[interactable]: hospettimes@gmail.com xyxy=(523,212,655,223)
dam-row-label: ಇಂದಿನ ಹೊರಹರಿವು xyxy=(16,441,66,451)
unity-photo-top xyxy=(360,1144,710,1338)
library-banner-title: SMT. VASANTIDEVI BALDOTA LIBRARY xyxy=(465,763,673,776)
library-photo xyxy=(364,756,710,956)
cakes-photo xyxy=(15,99,131,151)
ad-bakery-brand: ಯಾವುದೇ ಬ್ರಾಂಚ್ ಇಲ್ಲ xyxy=(23,87,123,96)
dam-row xyxy=(16,386,158,400)
story-bus-byline: ಹೊಸಪೇಟೆ ಟೈಮ್ಸ್ ನ್ಯೂಸ್ xyxy=(12,791,77,800)
unity-photo-bottom xyxy=(536,1360,934,1498)
logo-english: HOSPET TIMES xyxy=(195,54,337,75)
story-unity-more[interactable]: >>4 xyxy=(916,1351,934,1360)
dam-row-value: : 1,625.59 ಅಡಿ xyxy=(84,400,140,410)
founder-name: ಸಮಾಜಸೇವಾ ಭಾರ್ಗವ ಎಸ್.ಎಂ.ಪ್ರಕಾಶ್ xyxy=(196,162,311,172)
